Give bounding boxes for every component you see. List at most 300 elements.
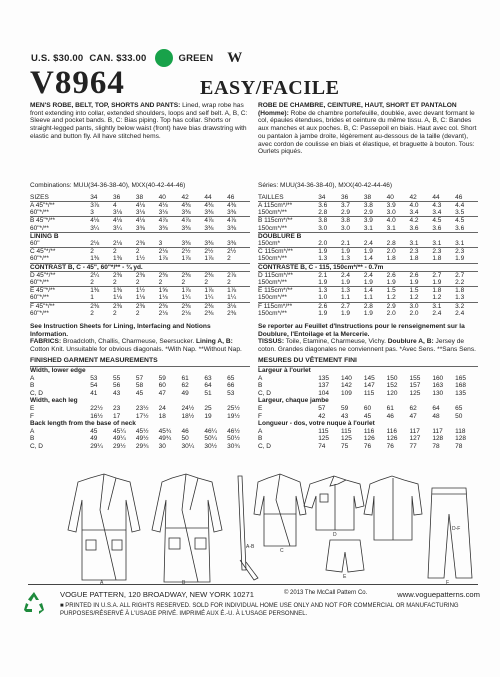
english-notes-bold: See Instruction Sheets for Lining, Interfacing and Notions Information. — [30, 322, 211, 338]
english-notes — [30, 323, 250, 353]
yardage-cell: 3.9 — [364, 217, 387, 225]
measurement-cell: 127 — [409, 435, 421, 443]
yardage-cell: 2.9 — [363, 209, 373, 217]
yardage-row-label: 150cm*/** — [258, 278, 287, 286]
yardage-row-label: D 115cm*/** — [258, 271, 318, 279]
yardage-cell: 1.4 — [364, 287, 387, 295]
measurement-cell: 46 — [181, 427, 189, 435]
measurement-cell: 120 — [386, 389, 398, 397]
yardage-cell: 1⅜ — [113, 287, 136, 295]
yardage-row-label: 60"*/** — [30, 278, 49, 286]
english-fabrics-label: FABRICS: — [30, 338, 62, 346]
yardage-cell: 1.9 — [432, 278, 442, 286]
measurement-row — [30, 435, 250, 443]
yardage-cell: 4.4 — [455, 201, 478, 209]
measurement-cell: 125 — [341, 435, 352, 443]
measurement-cell: 49 — [181, 389, 189, 397]
yardage-row — [258, 201, 478, 209]
yardage-cell: 2.1 — [318, 271, 341, 279]
yardage-row — [258, 217, 478, 225]
yardage-cell: 2⅜ — [159, 302, 182, 310]
yardage-cell: 1⅜ — [90, 255, 100, 263]
yardage-cell: 4.5 — [432, 217, 455, 225]
yardage-cell: 1.9 — [409, 278, 419, 286]
french-lining-body: Jersey de coton. Grandes diagonales ne conviennent pas. *Avec Sens. **Sans Sens. — [258, 338, 476, 353]
measurement-cell: 62 — [409, 405, 417, 412]
yardage-row-label: CONTRASTE B, C - 115, 150cm*/** - 0.7m — [258, 263, 478, 271]
english-description — [30, 102, 250, 180]
website-link[interactable]: www.voguepatterns.com — [397, 590, 480, 599]
yardage-row — [30, 209, 250, 217]
yardage-cell: 2⅜ — [113, 302, 136, 310]
yardage-cell: 1.3 — [341, 255, 351, 263]
yardage-cell: 1.8 — [455, 287, 478, 295]
english-measurements-table — [30, 367, 250, 451]
measurement-row — [30, 405, 250, 413]
measurement-cell: 22½ — [90, 405, 103, 412]
yardage-cell: 2⅜ — [204, 271, 227, 279]
measurement-cell: 17 — [113, 412, 121, 420]
yardage-row-label: D 45"*/** — [30, 271, 90, 279]
footer-divider — [28, 584, 478, 585]
yardage-cell: 1.4 — [363, 255, 373, 263]
measurement-label: Back length from the base of neck — [30, 420, 136, 428]
measurement-cell: 54 — [90, 382, 98, 390]
yardage-cell — [136, 232, 159, 240]
yardage-cell: 3⅜ — [227, 209, 237, 217]
measurement-label: F — [258, 412, 262, 420]
pattern-number: V8964 — [30, 65, 125, 101]
measurement-cell: 135 — [455, 389, 467, 397]
yardage-cell: 2.0 — [386, 309, 396, 317]
yardage-row — [30, 263, 250, 271]
yardage-cell: 2 — [113, 309, 117, 317]
measurement-cell: 65 — [455, 405, 463, 412]
measurement-cell: 25½ — [227, 405, 240, 412]
french-fabrics-body: Toile, Etamine, Charmeuse, Vichy. — [285, 338, 386, 346]
yardage-row — [30, 240, 250, 248]
yardage-cell: 2⅜ — [136, 271, 159, 279]
measurement-subheading — [258, 367, 478, 375]
size-heading: 40 — [158, 193, 166, 201]
yardage-cell: 3.4 — [432, 209, 442, 217]
yardage-cell: 4⅛ — [136, 201, 159, 209]
yardage-cell: 3⅛ — [158, 209, 168, 217]
size-heading: 40 — [386, 193, 394, 201]
yardage-cell — [318, 232, 341, 240]
measurement-cell: 76 — [386, 442, 394, 450]
yardage-cell: 3.7 — [341, 201, 364, 209]
yardage-cell: 1⅝ — [159, 287, 182, 295]
publisher-address: VOGUE PATTERN, 120 BROADWAY, NEW YORK 10271 — [60, 590, 254, 599]
price-color: GREEN — [178, 52, 214, 64]
measurement-cell: 77 — [409, 442, 417, 450]
yardage-cell: 1.9 — [364, 248, 387, 256]
yardage-cell: 1.5 — [387, 287, 410, 295]
yardage-cell: 2 — [227, 255, 231, 263]
measurement-subheading — [258, 397, 478, 405]
measurement-row — [30, 443, 250, 451]
yardage-cell: 1.2 — [409, 294, 419, 302]
yardage-cell: 3⅛ — [113, 209, 123, 217]
yardage-row-label: 150cm*/** — [258, 209, 287, 217]
english-yardage-table — [30, 194, 250, 317]
yardage-cell: 4⅞ — [204, 217, 227, 225]
yardage-row-label: 60"*/** — [30, 309, 49, 317]
measurement-cell: 58 — [135, 382, 144, 390]
yardage-cell: 2 — [113, 278, 117, 286]
yardage-cell: 2.8 — [318, 209, 328, 217]
yardage-cell: 2⅜ — [135, 239, 145, 247]
measurement-cell: 50½ — [227, 435, 240, 443]
measurement-cell: 30¼ — [181, 442, 195, 450]
measurement-cell: 24 — [158, 405, 166, 412]
measurement-cell: 50 — [455, 412, 463, 420]
yardage-cell: 1¼ — [181, 294, 191, 302]
yardage-cell: 3.6 — [409, 224, 419, 232]
measurement-label: C, D — [258, 389, 271, 397]
yardage-row — [30, 201, 250, 209]
yardage-cell: 4.5 — [455, 217, 478, 225]
yardage-cell: 3⅜ — [135, 224, 145, 232]
yardage-row — [30, 255, 250, 263]
yardage-cell: 2⅛ — [113, 239, 123, 247]
measurement-cell: 152 — [386, 382, 398, 390]
yardage-cell: 3.1 — [455, 239, 465, 247]
measurement-cell: 126 — [386, 435, 398, 443]
measurement-cell: 49 — [90, 435, 98, 443]
yardage-cell: 4.2 — [410, 217, 433, 225]
size-heading: 38 — [135, 193, 144, 201]
yardage-cell: 4⅞ — [159, 217, 182, 225]
yardage-cell: 2.6 — [410, 271, 433, 279]
yardage-cell: 2⅜ — [227, 309, 237, 317]
measurement-cell: 125 — [409, 389, 421, 397]
yardage-cell: 1.1 — [363, 294, 373, 302]
label-c: C — [280, 548, 284, 554]
measurement-label: A — [30, 427, 35, 435]
measurement-cell: 49¼ — [113, 435, 126, 443]
measurement-cell: 53 — [90, 374, 98, 382]
garment-line-drawings — [60, 470, 480, 585]
top-d-back-drawing — [364, 476, 422, 540]
yardage-row — [258, 294, 478, 302]
sizes-header-row — [258, 194, 478, 202]
yardage-row — [258, 248, 478, 256]
yardage-cell: 2.1 — [341, 239, 351, 247]
yardage-cell: 1.9 — [455, 255, 465, 263]
measurement-cell: 45¾ — [158, 427, 172, 435]
yardage-cell: 1¼ — [204, 294, 214, 302]
yardage-cell: 2.3 — [455, 248, 478, 256]
measurement-cell: 30¾ — [227, 442, 240, 450]
yardage-cell: 1.2 — [386, 294, 396, 302]
measurement-label: A — [258, 427, 263, 435]
french-notes-bold: Se reporter au Feuillet d'Instructions pour le renseignement sur la Doublure, l'Entoilage et la Mercerie. — [258, 322, 465, 338]
measurement-label: F — [30, 412, 34, 420]
measurement-cell: 47 — [158, 389, 166, 397]
yardage-row-label: 150cm*/** — [258, 309, 287, 317]
measurement-cell: 126 — [363, 435, 375, 443]
measurement-cell: 61 — [386, 405, 394, 412]
yardage-cell: 3.1 — [432, 302, 455, 310]
french-measurements-table — [258, 367, 478, 451]
size-heading: 42 — [181, 193, 189, 201]
yardage-row — [30, 287, 250, 295]
yardage-cell: 2.7 — [455, 271, 478, 279]
label-a-b: A-B — [246, 544, 255, 550]
french-measurements-title: MESURES DU VÊTEMENT FINI — [258, 357, 478, 367]
yardage-cell: 2.4 — [341, 271, 364, 279]
yardage-cell: 3¼ — [90, 224, 100, 232]
english-fabrics-body: Broadcloth, Challis, Charmeuse, Seersucker. — [62, 338, 195, 346]
yardage-row-label: 150cm* — [258, 239, 281, 247]
size-heading: 36 — [341, 193, 349, 201]
yardage-cell: 4⅛ — [113, 217, 136, 225]
yardage-cell: 1.9 — [318, 248, 341, 256]
yardage-cell: 1.9 — [363, 278, 373, 286]
yardage-row-label: 60"*/** — [30, 294, 49, 302]
robe-a-drawing — [68, 474, 140, 580]
measurement-cell: 78 — [455, 442, 463, 450]
yardage-cell: 2¼ — [90, 271, 113, 279]
yardage-cell: 1.3 — [318, 255, 328, 263]
label-f: F — [446, 580, 450, 585]
yardage-row — [258, 302, 478, 310]
yardage-row-label: 60" — [30, 239, 40, 247]
yardage-cell: 2.4 — [363, 239, 373, 247]
yardage-cell: 4⅛ — [90, 217, 113, 225]
yardage-cell: 2.0 — [409, 309, 419, 317]
yardage-cell: 4⅛ — [136, 217, 159, 225]
yardage-cell: 2½ — [227, 248, 250, 256]
yardage-cell: 1⅞ — [181, 255, 191, 263]
english-description-title: MEN'S ROBE, BELT, TOP, SHORTS AND PANTS: — [30, 102, 181, 109]
measurement-label: B — [30, 435, 35, 443]
yardage-cell: 3.6 — [318, 201, 341, 209]
measurement-cell: 45½ — [135, 427, 149, 435]
measurement-cell: 46 — [386, 412, 394, 420]
measurement-label: E — [258, 405, 263, 412]
measurement-cell: 128 — [455, 435, 467, 443]
measurement-row — [30, 375, 250, 383]
measurement-cell: 147 — [363, 382, 375, 390]
difficulty-label: EASY/FACILE — [200, 77, 340, 99]
yardage-cell: 1.3 — [341, 287, 364, 295]
yardage-cell: 2⅜ — [90, 302, 113, 310]
yardage-cell: 3¼ — [113, 224, 123, 232]
measurement-cell: 163 — [432, 382, 444, 390]
yardage-cell: 3 — [158, 239, 163, 247]
measurement-cell: 46½ — [227, 427, 240, 435]
measurement-cell: 168 — [455, 382, 467, 390]
measurement-cell: 51 — [204, 389, 212, 397]
measurement-subheading — [258, 420, 478, 428]
price-can: CAN. $33.00 — [89, 52, 147, 64]
yardage-cell: 2.4 — [455, 309, 465, 317]
yardage-row — [258, 209, 478, 217]
measurement-cell: 157 — [409, 382, 421, 390]
measurement-label: Width, each leg — [30, 397, 78, 405]
yardage-cell: 3.6 — [432, 224, 442, 232]
size-heading: 34 — [318, 193, 326, 201]
yardage-cell: 3⅜ — [204, 209, 214, 217]
measurement-row — [258, 428, 478, 436]
yardage-cell: 3.1 — [386, 224, 396, 232]
measurement-label: Largeur, chaque jambe — [258, 397, 329, 405]
measurement-cell: 53 — [227, 389, 235, 397]
yardage-cell: 3.0 — [386, 209, 396, 217]
measurement-label: C, D — [258, 442, 271, 450]
yardage-cell: 1⅞ — [204, 255, 214, 263]
yardage-cell: 3⅛ — [227, 302, 250, 310]
yardage-row-label: 150cm*/** — [258, 294, 287, 302]
color-dot-icon — [155, 49, 173, 67]
french-column — [258, 102, 478, 451]
label-a: A — [100, 580, 104, 585]
yardage-cell: 3.1 — [363, 224, 373, 232]
measurement-cell: 60 — [363, 405, 372, 412]
yardage-cell: 2⅜ — [136, 302, 159, 310]
size-heading: 42 — [409, 193, 417, 201]
measurement-cell: 23½ — [135, 405, 149, 412]
measurement-cell: 150 — [386, 374, 398, 382]
yardage-cell: 3.9 — [387, 201, 410, 209]
yardage-row-label: 60"*/** — [30, 209, 49, 217]
measurement-cell: 17½ — [135, 412, 149, 420]
yardage-cell: 2.9 — [387, 302, 410, 310]
yardage-cell: 1.8 — [432, 255, 442, 263]
yardage-row — [30, 232, 250, 240]
yardage-row-label: DOUBLURE B — [258, 232, 318, 240]
yardage-cell: 2.8 — [386, 239, 396, 247]
measurement-cell: 30 — [158, 442, 166, 450]
measurement-cell: 116 — [386, 427, 398, 435]
size-heading: 34 — [90, 193, 98, 201]
sizes-label: SIZES — [30, 193, 49, 201]
yardage-row — [258, 225, 478, 233]
size-heading: 44 — [204, 193, 212, 201]
yardage-cell: 1⅞ — [182, 287, 205, 295]
yardage-cell: 2⅜ — [182, 302, 205, 310]
measurement-row — [30, 382, 250, 390]
yardage-cell: 2⅛ — [158, 309, 168, 317]
measurement-cell: 29¼ — [90, 442, 103, 450]
measurement-cell: 45 — [363, 412, 372, 420]
yardage-row-label: C 45"*/** — [30, 248, 90, 256]
yardage-cell: 2.2 — [455, 278, 465, 286]
yardage-cell: 2⅜ — [204, 309, 214, 317]
yardage-cell: 1.2 — [432, 294, 442, 302]
yardage-cell — [341, 232, 364, 240]
yardage-cell: 3⅜ — [158, 224, 168, 232]
size-heading: 46 — [455, 193, 463, 201]
measurement-cell: 57 — [135, 374, 144, 382]
yardage-cell: 1.9 — [341, 309, 351, 317]
yardage-cell: 3.0 — [341, 224, 351, 232]
yardage-cell — [364, 232, 387, 240]
measurement-cell: 18 — [158, 412, 166, 420]
yardage-cell: 3⅜ — [181, 224, 191, 232]
yardage-row — [258, 240, 478, 248]
measurement-label: E — [30, 405, 35, 412]
yardage-cell: 2.7 — [341, 302, 364, 310]
yardage-row — [258, 263, 478, 271]
measurement-cell: 116 — [363, 427, 375, 435]
label-d-f: D-F — [452, 526, 461, 532]
yardage-row — [30, 294, 250, 302]
measurement-cell: 50¼ — [204, 435, 217, 443]
measurement-subheading — [30, 367, 250, 375]
yardage-cell: 2⅞ — [227, 271, 250, 279]
english-description-body: Lined, wrap robe has front extending into collar, extended shoulders, loops and self belt. A, B, C: Sleeve and pocket bands. B, C: Bias piping. Top has collar. Shorts or straight-legged pants, slightly below waist (front) have bias drawstring with elastic and button fly. All have stitched hems. — [30, 102, 248, 140]
yardage-cell: 2.7 — [432, 271, 455, 279]
yardage-row-label: C 115cm*/** — [258, 248, 318, 256]
yardage-cell: 1 — [90, 294, 94, 302]
english-lining-body: Cotton Knit. Unsuitable for obvious diagonals. *With Nap. **Without Nap. — [30, 345, 242, 353]
label-b: B — [182, 580, 186, 585]
measurement-row — [258, 382, 478, 390]
measurement-row — [258, 435, 478, 443]
yardage-cell: 1⅞ — [227, 287, 250, 295]
yardage-cell: 3.8 — [318, 217, 341, 225]
pants-f-drawing — [428, 488, 472, 578]
yardage-cell: 3.0 — [318, 224, 328, 232]
yardage-cell — [159, 232, 182, 240]
yardage-row-label: 150cm*/** — [258, 255, 287, 263]
measurement-cell: 117 — [432, 427, 443, 435]
measurement-label: C, D — [30, 442, 43, 450]
measurement-cell: 125 — [318, 435, 330, 443]
yardage-cell: 4.3 — [432, 201, 455, 209]
measurement-cell: 62 — [181, 382, 189, 390]
measurement-cell: 45 — [90, 427, 98, 435]
measurement-cell: 65 — [227, 374, 235, 382]
yardage-cell: 4⅞ — [182, 217, 205, 225]
measurement-label: Width, lower edge — [30, 367, 86, 375]
measurement-cell: 165 — [455, 374, 467, 382]
yardage-cell: 3.4 — [409, 209, 419, 217]
yardage-cell: 2.3 — [410, 248, 433, 256]
measurement-cell: 29½ — [113, 442, 126, 450]
yardage-row-label: F 115cm*/** — [258, 302, 318, 310]
label-e: E — [343, 574, 347, 580]
measurement-row — [258, 375, 478, 383]
yardage-cell: 3.8 — [341, 217, 364, 225]
yardage-cell: 2 — [158, 278, 163, 286]
top-d-drawing — [304, 476, 364, 530]
yardage-cell: 2.9 — [341, 209, 351, 217]
label-d: D — [333, 532, 337, 538]
yardage-cell: 2 — [135, 278, 140, 286]
yardage-cell — [387, 232, 410, 240]
yardage-cell: 2 — [90, 309, 94, 317]
measurement-cell: 66 — [227, 382, 235, 390]
measurement-cell: 29¾ — [135, 442, 149, 450]
measurement-cell: 45¼ — [113, 427, 126, 435]
yardage-cell: 3.0 — [410, 302, 433, 310]
yardage-cell: 4⅞ — [227, 217, 250, 225]
measurement-cell: 30½ — [204, 442, 217, 450]
yardage-row-label: LINING B — [30, 232, 90, 240]
yardage-cell: 1.3 — [455, 294, 465, 302]
price-us: U.S. $30.00 — [31, 52, 84, 64]
measurement-cell: 50 — [181, 435, 189, 443]
french-description — [258, 102, 478, 180]
measurement-cell: 137 — [318, 382, 330, 390]
yardage-cell: 2 — [136, 248, 159, 256]
yardage-row-label: 60"*/** — [30, 255, 49, 263]
